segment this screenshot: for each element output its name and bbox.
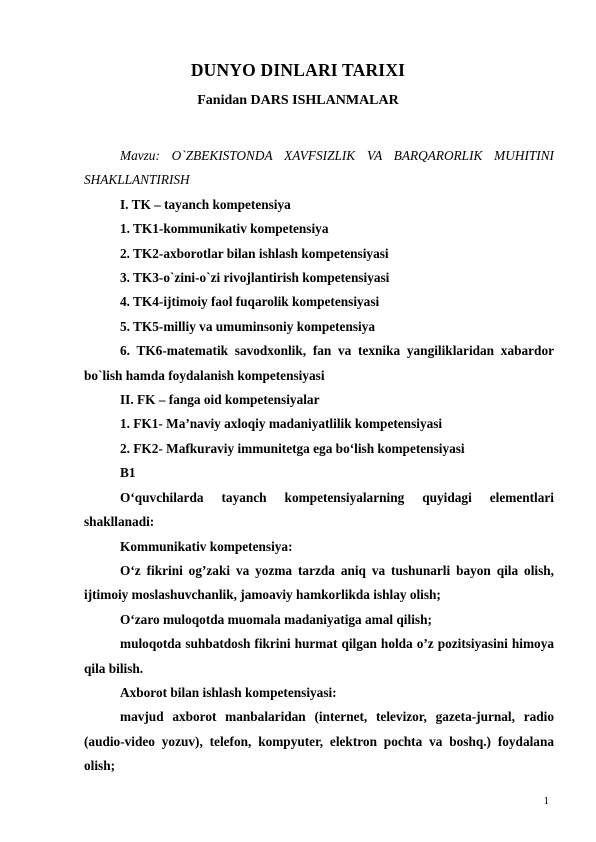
document-subtitle: Fanidan DARS ISHLANMALAR: [197, 93, 399, 108]
paragraph: muloqotda suhbatdosh fikrini hurmat qilgan holda o’z pozitsiyasini himoya qila bilish.: [84, 636, 554, 676]
paragraph: mavjud axborot manbalaridan (internet, televizor, gazeta-jurnal, radio (audio-video yozuv), telefon, kompyuter, elektron pochta va boshq.) foydalana olish;: [84, 709, 554, 774]
page-number: 1: [543, 795, 549, 807]
document-title: DUNYO DINLARI TARIXI: [190, 60, 406, 80]
paragraph: 1. FK1- Ma’naviy axloqiy madaniyatlilik kompetensiyasi: [120, 416, 443, 432]
paragraph: O‘z fikrini og’zaki va yozma tarzda aniq va tushunarli bayon qila olish, ijtimoiy moslashuvchanlik, jamoaviy hamkorlikda ishlay olish;: [84, 562, 554, 603]
paragraph: Kommunikativ kompetensiya:: [120, 538, 293, 554]
paragraph: 5. TK5-milliy va umuminsoniy kompetensiya: [120, 318, 376, 334]
paragraph: O‘zaro muloqotda muomala madaniyatiga amal qilish;: [120, 611, 432, 627]
paragraph: 6. TK6-matematik savodxonlik, fan va texnika yangiliklaridan xabardor bo`lish hamda foydalanish kompetensiyasi: [84, 343, 554, 383]
paragraph: 1. TK1-kommunikativ kompetensiya: [120, 221, 329, 237]
document-body: [84, 144, 554, 779]
paragraph: I. TK – tayanch kompetensiya: [120, 196, 291, 212]
paragraph: O‘quvchilarda tayanch kompetensiyalarning quyidagi elementlari shakllanadi:: [84, 489, 554, 530]
paragraph: 3. TK3-o`zini-o`zi rivojlantirish kompetensiyasi: [120, 270, 390, 286]
paragraph: B1: [120, 465, 136, 481]
paragraph: Axborot bilan ishlash kompetensiyasi:: [120, 684, 337, 700]
paragraph: 2. TK2-axborotlar bilan ishlash kompetensiyasi: [120, 245, 389, 261]
paragraph: 4. TK4-ijtimoiy faol fuqarolik kompetensiyasi: [120, 294, 380, 310]
paragraph: II. FK – fanga oid kompetensiyalar: [120, 392, 320, 408]
topic-line: Mavzu: O`ZBEKISTONDA XAVFSIZLIK VA BARQARORLIK MUHITINI SHAKLLANTIRISH: [84, 148, 554, 188]
paragraph: 2. FK2- Mafkuraviy immunitetga ega bo‘lish kompetensiyasi: [120, 440, 465, 456]
